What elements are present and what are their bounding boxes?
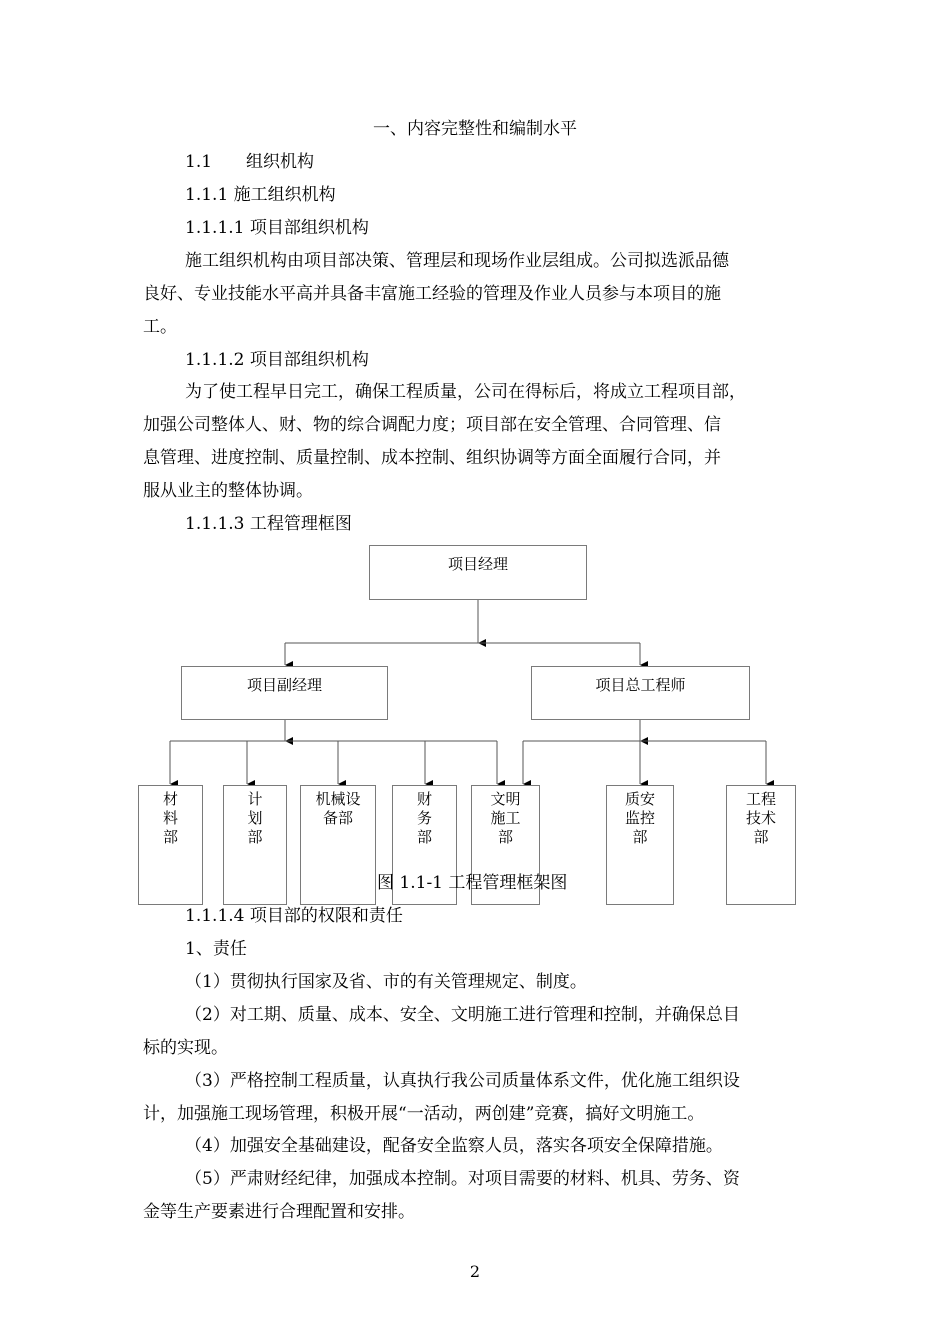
heading-1-1-1-4: 1.1.1.4 项目部的权限和责任 [185, 906, 403, 926]
paragraph-line: 服从业主的整体协调。 [143, 481, 313, 501]
responsibility-title: 1、责任 [185, 939, 247, 959]
chart-box-equipment-dept: 机械设 备部 [300, 785, 376, 905]
responsibility-item: 标的实现。 [143, 1038, 228, 1058]
chart-box-engineering-tech-dept: 工程 技术 部 [726, 785, 796, 905]
chart-box-materials-dept: 材 料 部 [138, 785, 203, 905]
paragraph-line: 施工组织机构由项目部决策、管理层和现场作业层组成。公司拟选派品德 [185, 251, 729, 271]
responsibility-item: （4）加强安全基础建设，配备安全监察人员，落实各项安全保障措施。 [185, 1136, 723, 1156]
chart-box-civilized-construction-dept: 文明 施工 部 [471, 785, 540, 905]
paragraph-line: 加强公司整体人、财、物的综合调配力度；项目部在安全管理、合同管理、信 [143, 415, 721, 435]
page-number: 2 [469, 1262, 481, 1281]
chart-box-deputy-manager: 项目副经理 [181, 666, 388, 720]
chart-box-planning-dept: 计 划 部 [223, 785, 287, 905]
heading-1-1-1: 1.1.1 施工组织机构 [185, 185, 336, 205]
paragraph-line: 息管理、进度控制、质量控制、成本控制、组织协调等方面全面履行合同，并 [143, 448, 721, 468]
chart-box-chief-engineer: 项目总工程师 [531, 666, 750, 720]
chart-box-finance-dept: 财 务 部 [392, 785, 457, 905]
paragraph-line: 良好、专业技能水平高并具备丰富施工经验的管理及作业人员参与本项目的施 [143, 284, 721, 304]
heading-1-1-1-2: 1.1.1.2 项目部组织机构 [185, 350, 369, 370]
responsibility-item: 金等生产要素进行合理配置和安排。 [143, 1202, 415, 1222]
document-title: 一、内容完整性和编制水平 [373, 119, 577, 139]
heading-1-1: 1.1 组织机构 [185, 152, 315, 172]
heading-1-1-1-1: 1.1.1.1 项目部组织机构 [185, 218, 369, 238]
chart-box-quality-safety-dept: 质安 监控 部 [606, 785, 674, 905]
responsibility-item: （1）贯彻执行国家及省、市的有关管理规定、制度。 [185, 972, 587, 992]
paragraph-line: 工。 [143, 317, 177, 337]
paragraph-line: 为了使工程早日完工，确保工程质量，公司在得标后，将成立工程项目部， [185, 382, 746, 402]
responsibility-item: （3）严格控制工程质量，认真执行我公司质量体系文件，优化施工组织设 [185, 1071, 740, 1091]
chart-box-project-manager: 项目经理 [369, 545, 587, 600]
figure-caption: 图 1.1-1 工程管理框架图 [377, 873, 568, 893]
heading-1-1-1-3: 1.1.1.3 工程管理框图 [185, 514, 352, 534]
responsibility-item: （2）对工期、质量、成本、安全、文明施工进行管理和控制，并确保总目 [185, 1005, 740, 1025]
responsibility-item: （5）严肃财经纪律，加强成本控制。对项目需要的材料、机具、劳务、资 [185, 1169, 740, 1189]
responsibility-item: 计，加强施工现场管理，积极开展“一活动，两创建”竞赛，搞好文明施工。 [143, 1104, 705, 1124]
